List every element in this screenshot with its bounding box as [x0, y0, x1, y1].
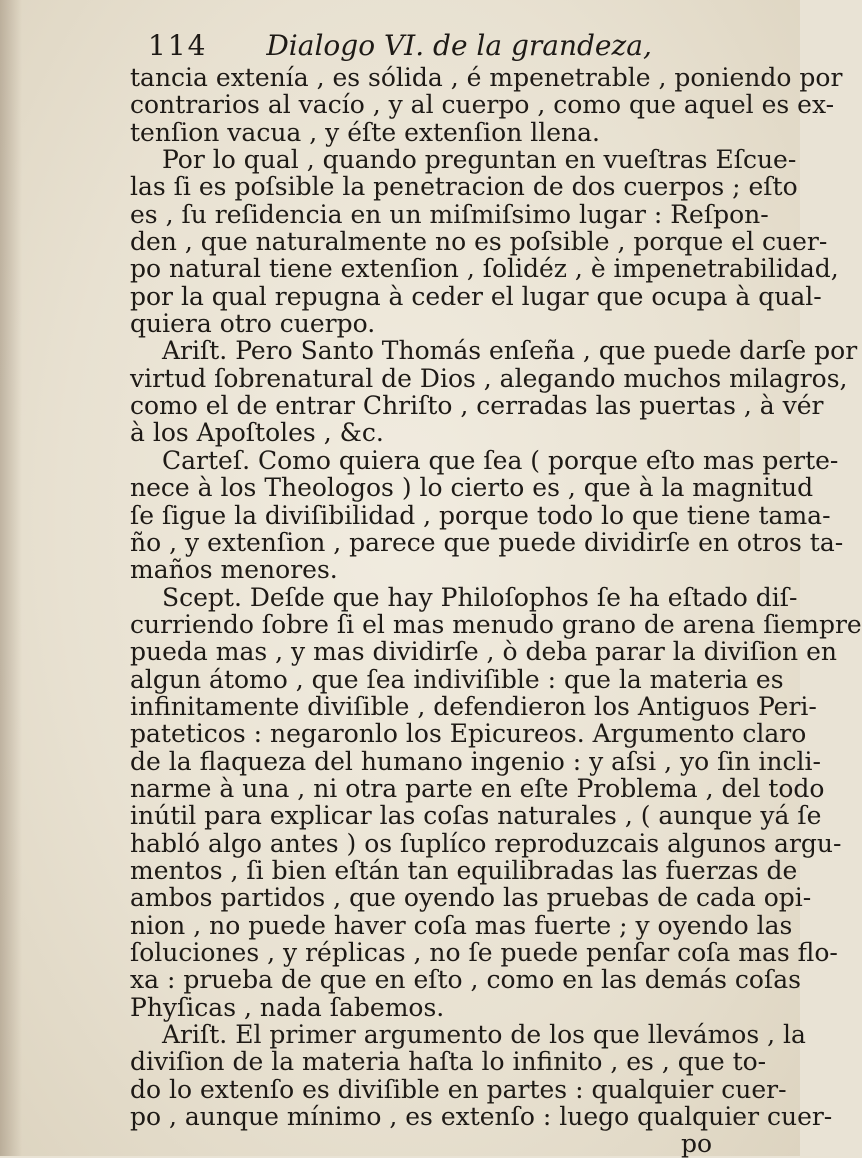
- text-line: quiera otro cuerpo.: [130, 309, 376, 339]
- text-line: Scept. Deſde que hay Philoſophos ſe ha eſtado diſ-: [162, 582, 798, 612]
- text-line: ſe ſigue la diviſibilidad , porque todo lo que tiene tama-: [130, 500, 831, 530]
- text-line: es , ſu reſidencia en un miſmiſsimo lugar : Reſpon-: [130, 199, 769, 229]
- text-line: contrarios al vacío , y al cuerpo , como que aquel es ex-: [130, 90, 835, 120]
- text-line: ambos partidos , que oyendo las pruebas de cada opi-: [130, 883, 812, 913]
- text-line: den , que naturalmente no es poſsible , porque el cuer-: [130, 227, 828, 257]
- text-line: Por lo qual , quando preguntan en vueſtras Eſcue-: [162, 145, 797, 175]
- text-line: ño , y extenſion , parece que puede dividirſe en otros ta-: [130, 527, 844, 557]
- text-line: po , aunque mínimo , es extenſo : luego qualquier cuer-: [130, 1102, 833, 1132]
- running-head: [148, 24, 708, 68]
- text-line: curriendo ſobre ſi el mas menudo grano de arena ſiempre: [130, 609, 862, 639]
- text-line: algun átomo , que ſea indiviſible : que la materia es: [130, 664, 784, 694]
- text-line: tenſion vacua , y éſte extenſion llena.: [130, 117, 600, 147]
- text-line: po natural tiene extenſion , ſolidéz , è impenetrabilidad,: [130, 254, 839, 284]
- text-line: como el de entrar Chriſto , cerradas las puertas , à vér: [130, 391, 824, 421]
- text-line: infinitamente diviſible , defendieron los Antiguos Peri-: [130, 691, 817, 721]
- text-line: de la flaqueza del humano ingenio : y aſsi , yo ſin incli-: [130, 746, 821, 776]
- catchword: po: [680, 1129, 712, 1158]
- page-number: 114: [148, 29, 208, 62]
- text-line: Carteſ. Como quiera que ſea ( porque eſto mas perte-: [162, 445, 839, 475]
- text-line: nece à los Theologos ) lo cierto es , que à la magnitud: [130, 473, 814, 503]
- text-line: xa : prueba de que en eſto , como en las demás coſas: [130, 965, 801, 995]
- text-line: pueda mas , y mas dividirſe , ò deba parar la diviſion en: [130, 637, 837, 667]
- text-line: diviſion de la materia haſta lo infinito , es , que to-: [130, 1047, 767, 1077]
- text-line: ſoluciones , y réplicas , no ſe puede penſar coſa mas flo-: [130, 938, 838, 967]
- text-line: Ariſt. Pero Santo Thomás enſeña , que puede darſe por: [162, 336, 858, 366]
- running-head-title: Dialogo VI. de la grandeza,: [266, 29, 652, 62]
- text-line: habló algo antes ) os ſuplíco reproduzcais algunos argu-: [130, 828, 842, 858]
- text-line: por la qual repugna à ceder el lugar que ocupa à qual-: [130, 281, 822, 311]
- text-line: do lo extenſo es diviſible en partes : qualquier cuer-: [130, 1074, 787, 1104]
- text-line: virtud ſobrenatural de Dios , alegando muchos milagros,: [130, 363, 848, 393]
- text-line: inútil para explicar las coſas naturales , ( aunque yá ſe: [130, 801, 822, 831]
- text-line: mentos , ſi bien eſtán tan equilibradas las fuerzas de: [130, 855, 798, 885]
- text-line: à los Apoſtoles , &c.: [130, 418, 384, 448]
- text-line: nion , no puede haver coſa mas fuerte ; y oyendo las: [130, 910, 793, 940]
- text-line: Ariſt. El primer argumento de los que llevámos , la: [162, 1020, 806, 1050]
- text-line: maños menores.: [130, 555, 338, 585]
- text-line: Phyſicas , nada ſabemos.: [130, 992, 445, 1022]
- text-line: tancia extenía , es sólida , é mpenetrable , poniendo por: [130, 63, 843, 92]
- text-line: narme à una , ni otra parte en eſte Problema , del todo: [130, 773, 825, 803]
- body-text: [130, 63, 862, 1158]
- text-line: las ſi es poſsible la penetracion de dos cuerpos ; eſto: [130, 172, 798, 202]
- text-line: pateticos : negaronlo los Epicureos. Argumento claro: [130, 719, 807, 749]
- spine-shadow: [0, 0, 22, 1156]
